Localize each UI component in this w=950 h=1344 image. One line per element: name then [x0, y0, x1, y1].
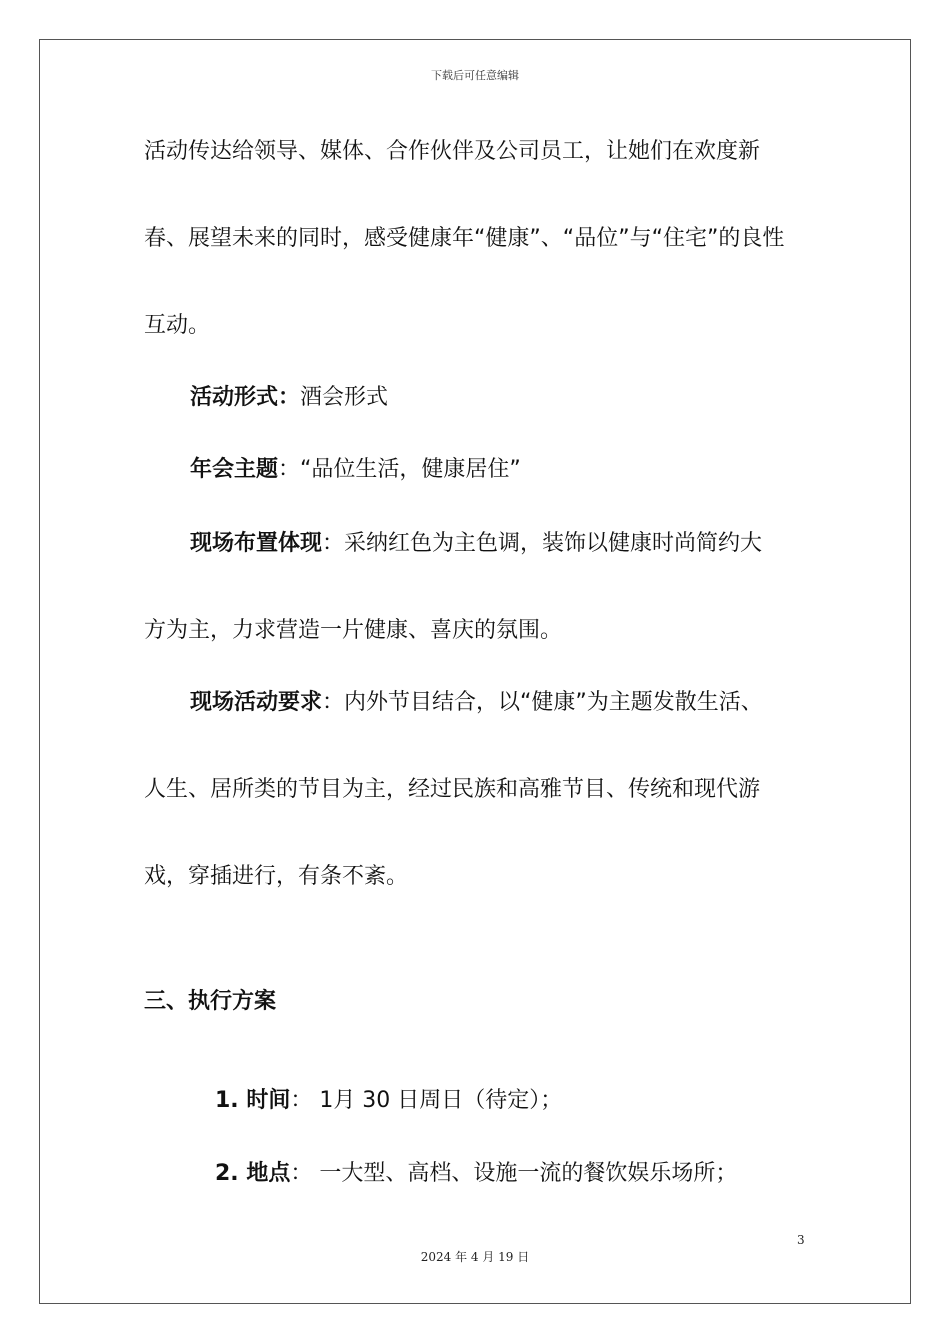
venue-layout-label: 现场布置体现	[190, 531, 323, 556]
activity-requirements-line	[190, 688, 763, 718]
page-number: 3	[797, 1233, 805, 1247]
activity-requirements-label: 现场活动要求	[190, 690, 323, 715]
paragraph-line: 活动传达给领导、媒体、合作伙伴及公司员工，让她们在欢度新	[144, 139, 761, 164]
activity-form-line	[190, 383, 388, 413]
activity-requirements-value: ：内外节目结合，以“健康”为主题发散生活、	[322, 690, 763, 715]
venue-layout-value: ：采纳红色为主色调，装饰以健康时尚简约大	[322, 531, 763, 556]
annual-theme-label: 年会主题	[190, 457, 279, 482]
footer-date: 2024 年 4 月 19 日	[420, 1250, 530, 1264]
list-item-label: 1. 时间	[215, 1088, 291, 1113]
paragraph-line: 春、展望未来的同时，感受健康年“健康”、“品位”与“住宅”的良性	[144, 226, 785, 251]
annual-theme-line	[190, 455, 521, 485]
list-item-value: ： 一大型、高档、设施一流的餐饮娱乐场所；	[290, 1161, 738, 1186]
activity-requirements-continuation: 人生、居所类的节目为主，经过民族和高雅节目、传统和现代游	[144, 777, 761, 802]
venue-layout-line	[190, 529, 762, 559]
section-heading: 三、执行方案	[144, 989, 277, 1014]
list-item-location	[215, 1159, 737, 1189]
activity-form-value: 酒会形式	[300, 385, 389, 410]
header-note: 下载后可任意编辑	[431, 69, 519, 82]
annual-theme-value: ：“品位生活，健康居住”	[278, 457, 521, 482]
activity-requirements-continuation: 戏，穿插进行，有条不紊。	[144, 864, 409, 889]
venue-layout-continuation: 方为主，力求营造一片健康、喜庆的氛围。	[144, 618, 563, 643]
list-item-value: ： 1月 30 日周日（待定）；	[290, 1088, 563, 1113]
activity-form-label: 活动形式：	[190, 385, 301, 410]
list-item-label: 2. 地点	[215, 1161, 291, 1186]
paragraph-line: 互动。	[144, 313, 211, 338]
list-item-time	[215, 1086, 562, 1116]
